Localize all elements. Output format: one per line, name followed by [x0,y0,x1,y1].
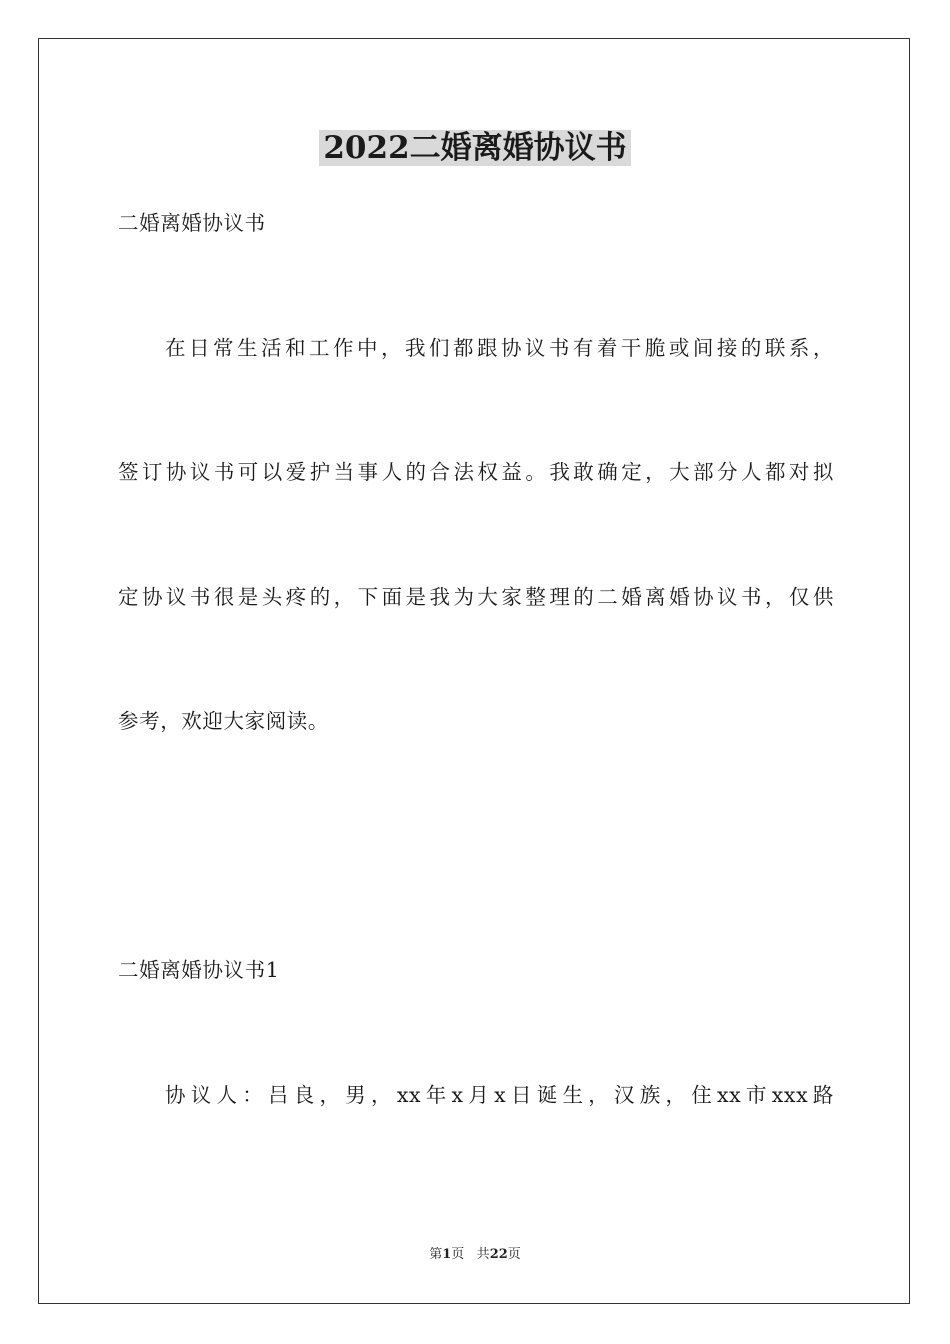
document-title [0,126,950,170]
intro-line-1: 在日常生活和工作中，我们都跟协议书有着干脆或间接的联系， [165,336,834,360]
intro-line-4: 参考，欢迎大家阅读。 [118,709,329,733]
footer-page-current: 1 [442,1247,452,1262]
section-line-1: 协议人：吕良，男，xx年x月x日诞生，汉族，住xx市xxx路 [165,1083,834,1107]
footer-page-prefix: 第 [429,1247,443,1262]
footer-page-total: 22 [489,1247,508,1262]
footer-total-label: 页 [507,1247,521,1262]
intro-line-3: 定协议书很是头疼的，下面是我为大家整理的二婚离婚协议书，仅供 [118,585,834,609]
footer-total-prefix: 共 [476,1247,490,1262]
section-heading: 二婚离婚协议书1 [118,958,280,982]
footer-page-label: 页 [451,1247,465,1262]
page-footer [0,1246,950,1264]
document-title-text: 2022二婚离婚协议书 [319,130,630,166]
intro-line-2: 签订协议书可以爱护当事人的合法权益。我敢确定，大部分人都对拟 [118,460,834,484]
document-subtitle: 二婚离婚协议书 [118,211,266,235]
